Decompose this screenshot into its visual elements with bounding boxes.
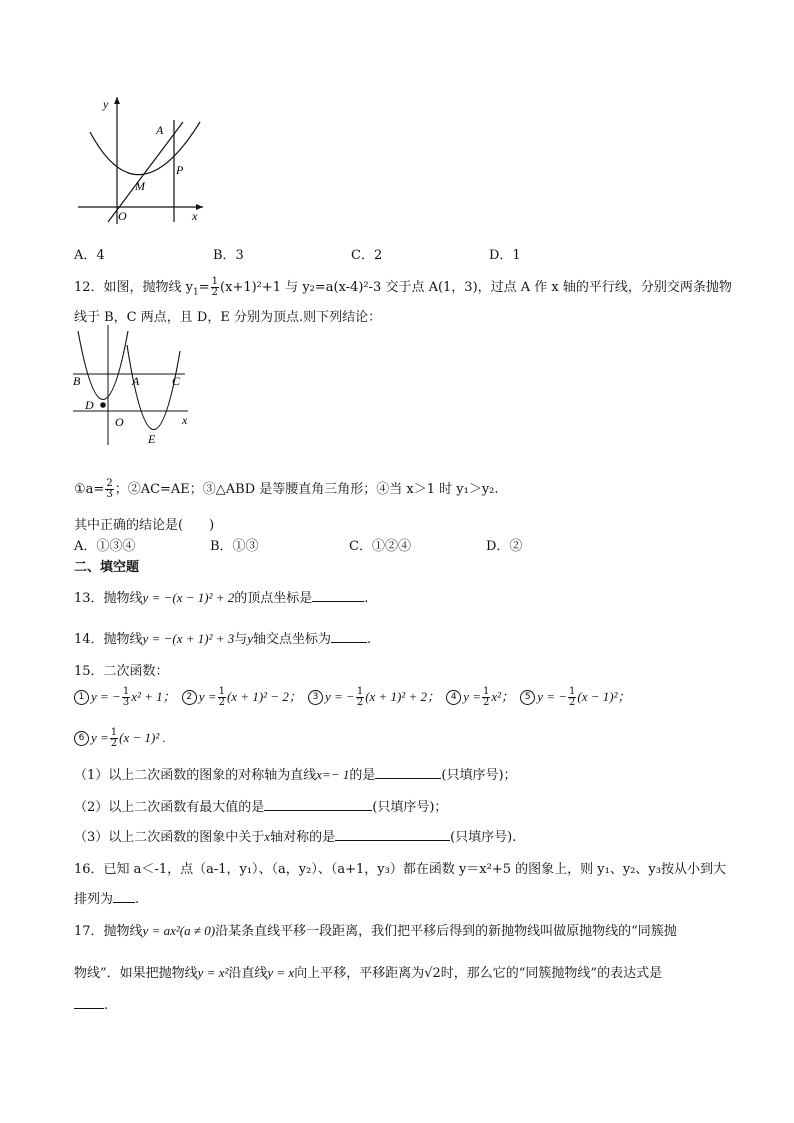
q11-option-a: A．4 [74,248,105,263]
q15-num-5: 1 [569,686,576,697]
q15-num-1: 1 [122,686,130,697]
q12-fraction [211,277,219,298]
q15-rhs-5: (x − 1)²； [577,689,631,704]
q16-line2-text: 排列为 [74,892,114,907]
q15-rhs-4: x²； [491,689,515,704]
q12-label-x: x [182,413,188,427]
q15-item-2 [182,686,302,708]
q15-den-3: 2 [356,697,364,708]
q12-label-d: D [85,398,94,412]
q15-sub3-var: x [264,829,271,844]
q15-lhs-2: y = [198,689,217,704]
q16-blank[interactable] [113,890,135,903]
q13-text-a: 13．抛物线 [74,591,143,606]
q12-conc1-den: 3 [106,489,113,500]
q11-figure [68,92,208,227]
q15-sub3-b: 轴对称的是 [270,830,336,845]
q17-line2-c: 向上平移，平移距离为 [294,966,425,981]
q13-end: . [364,591,369,606]
q12-label-a: A [132,374,140,388]
q12-figure [70,323,200,448]
q15-lhs-4: y = [463,689,481,704]
q12-label-b: B [73,374,81,388]
q16-end: . [135,892,140,907]
q15-lhs-1: y = − [91,689,121,704]
section-title-fill-in: 二、填空题 [74,560,140,575]
q12-option-d: D．② [486,539,523,554]
q15-lhs-5: y = − [537,689,568,704]
q12-label-o: O [115,415,124,429]
q14-var: y [247,631,254,646]
q11-label-x: x [192,209,198,223]
q15-num-4: 1 [483,686,490,697]
q15-den-4: 2 [483,697,490,708]
q15-num-6: 1 [110,727,118,738]
q15-sub2-a: （2）以上二次函数有最大值的是 [74,800,265,815]
q11-label-a: A [156,123,164,137]
q15-item-1 [74,686,176,708]
q15-rhs-1: x² + 1； [131,689,176,704]
q15-lhs-6: y = [91,730,109,745]
q12-option-b: B．①③ [210,539,259,554]
q12-conc1-num: 2 [106,478,113,489]
q12-question: 其中正确的结论是( ) [74,518,215,533]
q15-circ-1: 1 [74,690,89,705]
q15-sub1 [74,764,517,783]
q12-option-c: C．①②④ [349,539,411,554]
q12-label-c: C [172,374,181,388]
q12-frac-num: 1 [211,276,219,287]
q15-sub2 [74,796,447,815]
q15-lhs-3: y = − [324,689,355,704]
q17-end: . [104,998,109,1013]
q15-item-5 [520,686,631,708]
q15-circ-3: 3 [308,690,323,705]
q11-option-c: C．2 [351,248,383,263]
q14-text-a: 14．抛物线 [74,632,143,647]
q15-rhs-6: (x − 1)² . [119,730,166,745]
q11-label-m: M [135,179,145,193]
q11-label-o: O [118,209,127,223]
q15-sub3-a: （3）以上二次函数的图象中关于 [74,830,265,845]
q12-conc1-fraction [105,479,113,500]
q14-blank[interactable] [331,630,367,643]
q15-functions-row1 [74,686,631,708]
q11-label-p: P [176,163,184,177]
q15-num-2: 1 [218,686,225,697]
q11-label-y: y [103,97,109,111]
q17-line2-d: 时，那么它的“同簇抛物线”的表达式是 [440,966,663,981]
q14-expr: y = −(x + 1)² + 3 [142,631,235,646]
q17-line2 [74,962,662,981]
q12-conclusions [74,478,499,500]
q15-den-1: 3 [122,697,130,708]
q14-end: . [367,632,372,647]
q15-rhs-3: (x + 1)² + 2； [365,689,441,704]
q15-circ-6: 6 [74,731,89,746]
q12-line1-prefix: 12．如图，抛物线 y [74,280,194,295]
q15-sub1-b: 的是 [349,768,376,783]
q12-option-a: A．①③④ [74,539,136,554]
q12-conclusions-text: ；②AC=AE；③△ABD 是等腰直角三角形；④当 x＞1 时 y₁＞y₂. [114,482,499,497]
q11-option-b: B．3 [213,248,244,263]
q15-sub1-a: （1）以上二次函数的图象的对称轴为直线 [74,768,317,783]
q17-blank[interactable] [74,996,104,1009]
q15-circ-5: 5 [520,690,535,705]
q17-line1-a: 17．抛物线 [74,924,143,939]
q12-line1: 12．如图，抛物线 $y_1=$ $\frac{1}{2}$ (x+1)²+1 与 y₂=a(x-4)²-3 交于点 A(1，3)，过点 A 作 x 轴的平行线，分别交两条抛物 [74,276,732,298]
q17-line1-expr: y = ax²(a ≠ 0) [142,923,216,938]
q14-text-b: 与 [234,632,248,647]
q12-line2: 线于 B，C 两点，且 D，E 分别为顶点.则下列结论： [74,310,382,325]
q12-frac-den: 2 [211,287,219,298]
q15-num-3: 1 [356,686,364,697]
q17-line2-a: 物线”．如果把抛物线 [74,966,198,981]
q17-line2-b: 沿直线 [228,966,268,981]
q14-text-c: 轴交点坐标为 [253,632,332,647]
q16-line2 [74,888,139,907]
q17-line1 [74,920,677,939]
q13-blank[interactable] [312,589,364,602]
q16-line1: 16．已知 a＜-1，点（a-1，y₁）、（a，y₂）、（a+1，y₃）都在函数 y＝x²+5 的图象上，则 y₁、y₂、y₃按从小到大 [74,862,726,877]
q12-line1-rest: (x+1)²+1 与 y₂=a(x-4)²-3 交于点 A(1，3)，过点 A 作 x 轴的平行线，分别交两条抛物 [220,280,732,295]
q14 [74,628,371,647]
q15-circ-4: 4 [446,690,461,705]
q15-item-6 [74,727,166,749]
q15-sub3-c: (只填序号). [450,830,517,845]
q15-circ-2: 2 [182,690,197,705]
q17-line1-b: 沿某条直线平移一段距离，我们把平移后得到的新抛物线叫做原抛物线的“同簇抛 [215,924,677,939]
q17-line2-sqrt: √2 [424,966,441,981]
q15-item-3 [308,686,441,708]
q15-sub1-expr: x=− 1 [316,767,350,782]
q15-sub1-c: (只填序号)； [441,768,517,783]
q15-sub3-blank[interactable] [335,828,450,841]
q13-text-b: 的顶点坐标是 [234,591,313,606]
q15-sub1-blank[interactable] [375,766,441,779]
q11-option-d: D．1 [489,248,521,263]
q12-label-e: E [148,432,156,446]
q15-den-5: 2 [569,697,576,708]
q12-conc1-prefix: ①a= [74,482,105,497]
q15-den-6: 2 [110,738,118,749]
q15-sub2-blank[interactable] [264,798,372,811]
q17-line2-expr2: y = x [267,965,295,980]
q13-expr: y = −(x − 1)² + 2 [142,590,235,605]
q15-den-2: 2 [218,697,225,708]
q15-item-4 [446,686,515,708]
q15-sub2-c: (只填序号)； [372,800,448,815]
q13 [74,587,368,606]
q17-line3 [74,996,108,1013]
q17-line2-expr1: y = x² [197,965,229,980]
q15-sub3 [74,826,516,845]
q15-rhs-2: (x + 1)² − 2； [226,689,302,704]
q15-title: 15．二次函数： [74,664,169,679]
q15-functions-row2 [74,728,166,749]
